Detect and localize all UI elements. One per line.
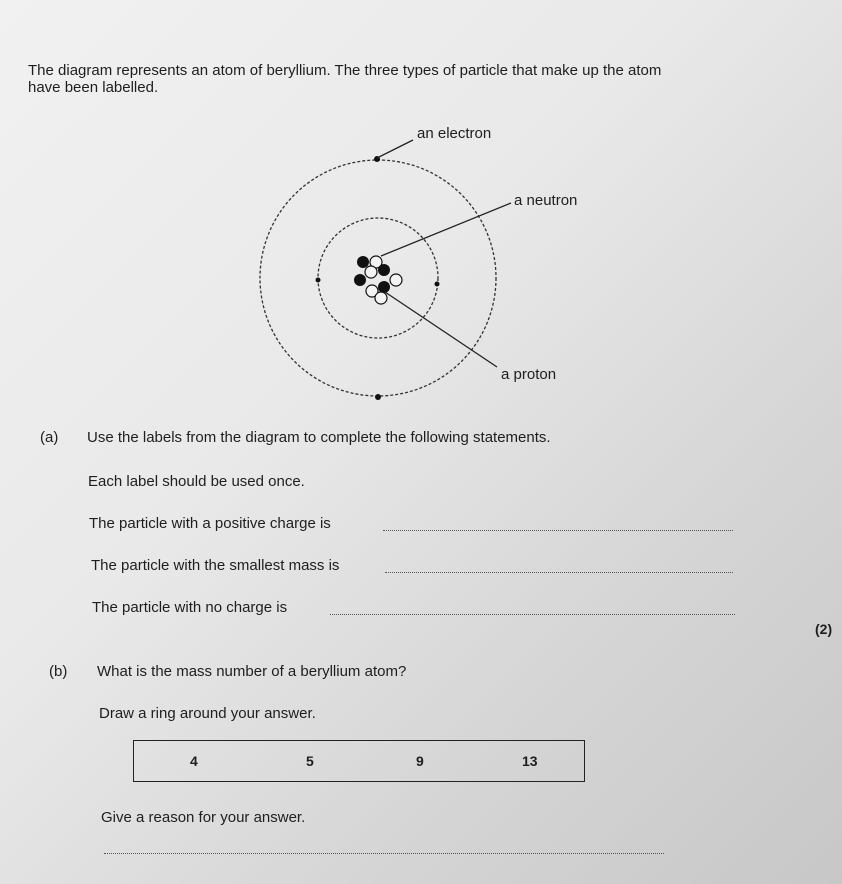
part-a-number: (a) <box>40 429 59 446</box>
part-b-question: What is the mass number of a beryllium atom? <box>97 663 407 680</box>
statement-no-charge: The particle with no charge is <box>92 599 288 616</box>
electron-inner-left <box>316 278 321 283</box>
part-a-marks: (2) <box>815 621 833 637</box>
option-4[interactable]: 4 <box>190 753 198 769</box>
part-a-note: Each label should be used once. <box>88 473 305 490</box>
nucleus <box>354 256 402 304</box>
statement-positive-charge: The particle with a positive charge is <box>89 515 331 532</box>
electron-inner-right <box>435 282 440 287</box>
nucleus-particle <box>375 292 387 304</box>
proton-leader-line <box>385 292 497 367</box>
electron-outer-bottom <box>375 394 381 400</box>
answer-line-no-charge[interactable] <box>330 614 735 615</box>
reason-answer-line[interactable] <box>104 853 664 854</box>
nucleus-particle <box>390 274 402 286</box>
part-b-number: (b) <box>49 663 68 680</box>
nucleus-particle <box>378 281 390 293</box>
answer-line-positive-charge[interactable] <box>383 530 733 531</box>
option-9[interactable]: 9 <box>416 753 424 769</box>
label-neutron: a neutron <box>514 192 578 209</box>
nucleus-particle <box>365 266 377 278</box>
mass-number-options-box <box>133 740 585 782</box>
label-electron: an electron <box>417 125 492 142</box>
option-13[interactable]: 13 <box>522 753 538 769</box>
reason-prompt: Give a reason for your answer. <box>101 809 306 826</box>
label-proton: a proton <box>501 366 557 383</box>
nucleus-particle <box>354 274 366 286</box>
nucleus-particle <box>357 256 369 268</box>
nucleus-particle <box>378 264 390 276</box>
electron-leader-line <box>377 140 413 158</box>
answer-line-smallest-mass[interactable] <box>385 572 733 573</box>
intro-line-2: have been labelled. <box>28 79 159 96</box>
part-b-instruction: Draw a ring around your answer. <box>99 705 316 722</box>
part-a-instruction: Use the labels from the diagram to complete the following statements. <box>87 429 551 446</box>
outer-electron-shell <box>260 160 496 396</box>
statement-smallest-mass: The particle with the smallest mass is <box>91 557 340 574</box>
option-5[interactable]: 5 <box>306 753 314 769</box>
intro-line-1: The diagram represents an atom of beryllium. The three types of particle that make up the atom <box>28 62 662 79</box>
inner-electron-shell <box>318 218 438 338</box>
